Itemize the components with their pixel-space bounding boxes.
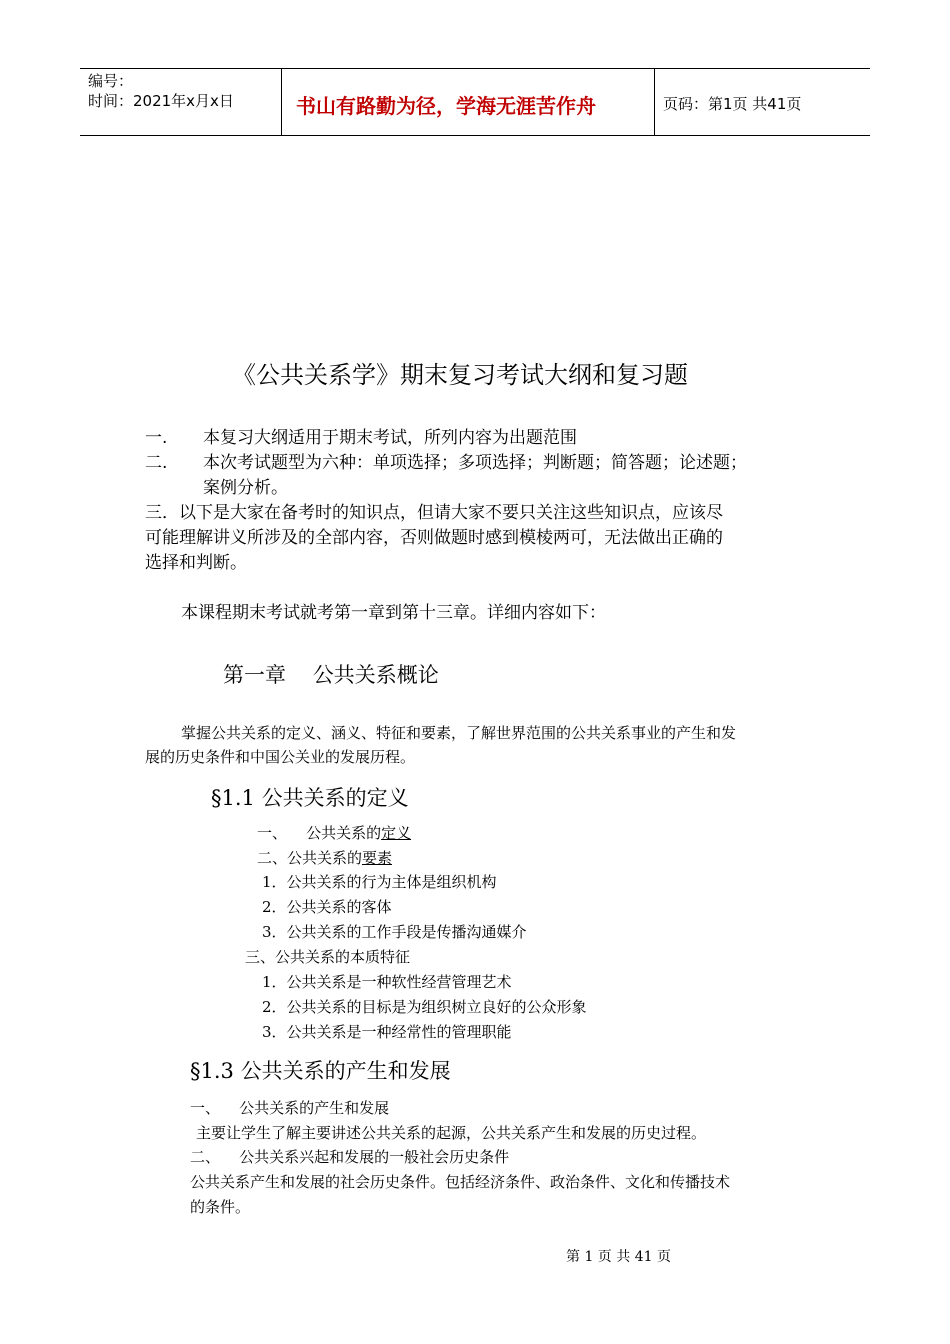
doc-number-label: 编号： — [88, 72, 134, 90]
sec11-item2-prefix: 二、公共关系的 — [257, 849, 363, 867]
intro-item2-text-line1: 本次考试题型为六种：单项选择；多项选择；判断题；简答题；论述题； — [203, 453, 747, 473]
intro-item1-marker: 一. — [145, 428, 168, 448]
sec11-item3-sub2: 2．公共关系的目标是为组织树立良好的公众形象 — [262, 998, 587, 1016]
intro-item3-line3: 选择和判断。 — [145, 553, 247, 573]
sec13-item2-desc-line2: 的条件。 — [190, 1198, 251, 1216]
sec11-item3: 三、公共关系的本质特征 — [245, 948, 411, 966]
header-top-border — [80, 68, 870, 69]
sec11-item2-underlined: 要素 — [362, 849, 393, 867]
sec13-item1-desc: 主要让学生了解主要讲述公共关系的起源，公共关系产生和发展的历史过程。 — [196, 1124, 707, 1142]
sec11-item2 — [257, 847, 392, 868]
footer-page-number: 第 1 页 共 41 页 — [566, 1249, 671, 1265]
page-title: 《公共关系学》期末复习考试大纲和复习题 — [232, 361, 688, 389]
doc-time-label: 时间：2021年x月x日 — [88, 92, 234, 110]
header-page-info: 页码：第1页 共41页 — [663, 95, 802, 113]
sec11-item1-underlined: 定义 — [381, 824, 412, 842]
sec11-item1 — [257, 822, 411, 843]
sec13-item2: 二、 公共关系兴起和发展的一般社会历史条件 — [190, 1148, 510, 1166]
header-bottom-border — [80, 135, 870, 136]
chapter-summary-line2: 展的历史条件和中国公关业的发展历程。 — [145, 748, 416, 766]
header-divider-left — [281, 68, 282, 136]
intro-item3-line2: 可能理解讲义所涉及的全部内容，否则做题时感到模棱两可，无法做出正确的 — [145, 528, 723, 548]
chapter-summary-line1: 掌握公共关系的定义、涵义、特征和要素，了解世界范围的公共关系事业的产生和发 — [181, 724, 737, 742]
chapter-heading: 第一章 公共关系概论 — [223, 663, 439, 687]
sec13-item1: 一、 公共关系的产生和发展 — [190, 1099, 390, 1117]
sec11-item2-sub3: 3．公共关系的工作手段是传播沟通媒介 — [262, 923, 527, 941]
sec11-item1-prefix: 一、 公共关系的 — [257, 824, 382, 842]
header-motto: 书山有路勤为径，学海无涯苦作舟 — [296, 94, 596, 118]
intro-item3-line1: 三．以下是大家在备考时的知识点，但请大家不要只关注这些知识点，应该尽 — [145, 503, 723, 523]
sec11-item3-sub3: 3．公共关系是一种经常性的管理职能 — [262, 1023, 512, 1041]
intro-item1-text: 本复习大纲适用于期末考试，所列内容为出题范围 — [203, 428, 577, 448]
sec11-item3-sub1: 1．公共关系是一种软性经营管理艺术 — [262, 973, 512, 991]
intro-item2-text-line2: 案例分析。 — [203, 478, 288, 498]
exam-scope-text: 本课程期末考试就考第一章到第十三章。详细内容如下： — [181, 603, 606, 623]
sec13-item2-desc-line1: 公共关系产生和发展的社会历史条件。包括经济条件、政治条件、文化和传播技术 — [190, 1173, 731, 1191]
sec11-item2-sub2: 2．公共关系的客体 — [262, 898, 392, 916]
intro-item2-marker: 二. — [145, 453, 168, 473]
header-divider-right — [654, 68, 655, 136]
section-1-1-heading: §1.1 公共关系的定义 — [211, 786, 409, 810]
sec11-item2-sub1: 1．公共关系的行为主体是组织机构 — [262, 873, 497, 891]
section-1-3-heading: §1.3 公共关系的产生和发展 — [190, 1059, 451, 1083]
